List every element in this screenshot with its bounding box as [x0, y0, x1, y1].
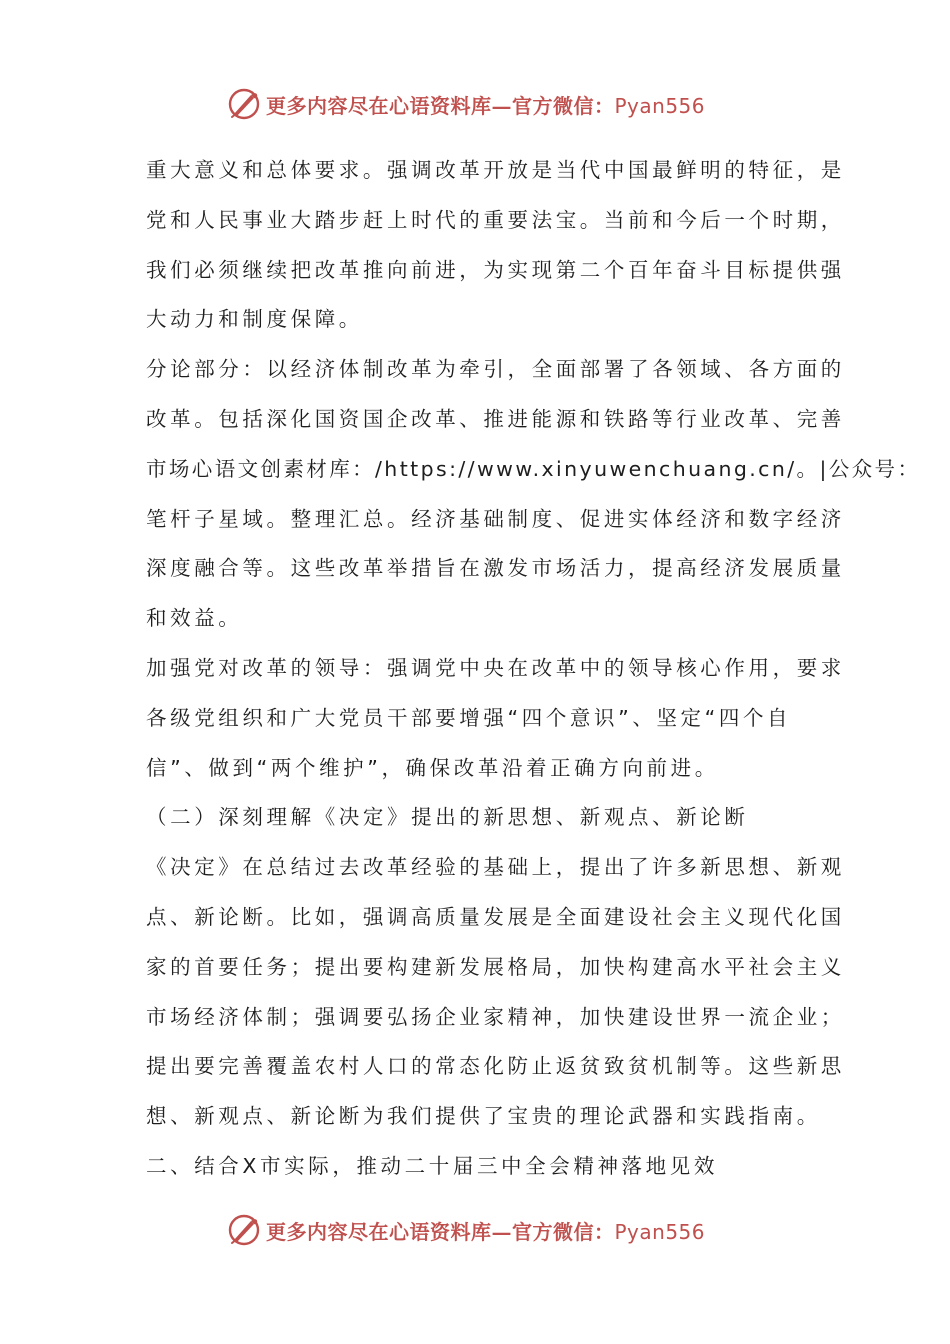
text-line: 家的首要任务；提出要构建新发展格局，加快构建高水平社会主义 — [146, 954, 845, 979]
text-line: 改革。包括深化国资国企改革、推进能源和铁路等行业改革、完善 — [146, 406, 845, 431]
text-line: 点、新论断。比如，强调高质量发展是全面建设社会主义现代化国 — [146, 904, 845, 929]
banner-main-text: 更多内容尽在心语资料库—官方微信： — [266, 93, 615, 118]
banner-wechat-id: Pyan556 — [614, 1219, 706, 1244]
quill-pen-logo-icon — [226, 86, 262, 122]
text-line: 笔杆子星域。整理汇总。经济基础制度、促进实体经济和数字经济 — [146, 506, 845, 531]
section-heading: 二、结合X市实际，推动二十届三中全会精神落地见效 — [146, 1153, 718, 1178]
text-line: 想、新观点、新论断为我们提供了宝贵的理论武器和实践指南。 — [146, 1104, 821, 1129]
text-line: 各级党组织和广大党员干部要增强“四个意识”、坚定“四个自 — [146, 705, 792, 730]
header-watermark-banner — [226, 84, 705, 124]
text-line: 党和人民事业大踏步赶上时代的重要法宝。当前和今后一个时期， — [146, 207, 845, 232]
text-line: 深度融合等。这些改革举措旨在激发市场活力，提高经济发展质量 — [146, 556, 845, 581]
text-line: 重大意义和总体要求。强调改革开放是当代中国最鲜明的特征，是 — [146, 158, 845, 182]
text-line: 我们必须继续把改革推向前进，为实现第二个百年奋斗目标提供强 — [146, 257, 845, 282]
text-line: 《决定》在总结过去改革经验的基础上，提出了许多新思想、新观 — [146, 855, 845, 880]
banner-main-text: 更多内容尽在心语资料库—官方微信： — [266, 1219, 615, 1244]
text-line: 大动力和制度保障。 — [146, 307, 363, 332]
text-line: 和效益。 — [146, 606, 243, 631]
text-line: 提出要完善覆盖农村人口的常态化防止返贫致贫机制等。这些新思 — [146, 1054, 845, 1079]
section-heading: （二）深刻理解《决定》提出的新思想、新观点、新论断 — [146, 805, 749, 830]
text-line: 加强党对改革的领导：强调党中央在改革中的领导核心作用，要求 — [146, 655, 845, 680]
text-line: 分论部分：以经济体制改革为牵引，全面部署了各领域、各方面的 — [146, 357, 845, 382]
footer-watermark-banner — [226, 1210, 705, 1250]
text-line: 市场经济体制；强调要弘扬企业家精神，加快建设世界一流企业； — [146, 1004, 845, 1029]
text-line: 市场心语文创素材库：/https://www.xinyuwenchuang.cn/。|公众号： — [146, 456, 921, 481]
text-line: 信”、做到“两个维护”，确保改革沿着正确方向前进。 — [146, 755, 719, 780]
document-body — [146, 146, 921, 1192]
banner-text — [266, 90, 705, 119]
banner-text — [266, 1216, 705, 1245]
banner-wechat-id: Pyan556 — [614, 93, 706, 118]
quill-pen-logo-icon — [226, 1212, 262, 1248]
